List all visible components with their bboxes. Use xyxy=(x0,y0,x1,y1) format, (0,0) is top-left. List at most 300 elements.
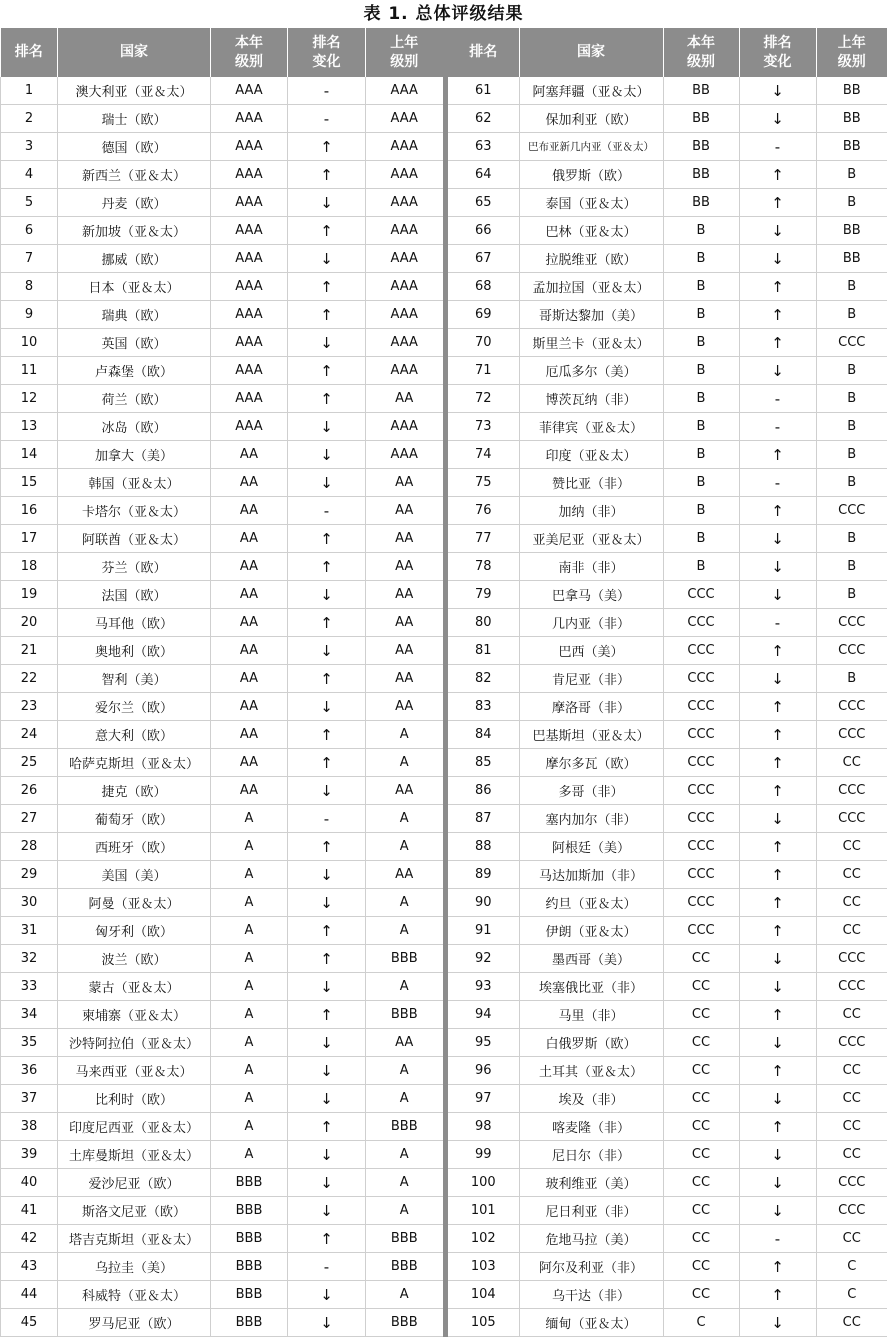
previous-rating-cell: A xyxy=(366,833,443,861)
current-rating-cell: BBB xyxy=(211,1169,288,1197)
previous-rating-cell: B xyxy=(816,385,887,413)
table-row xyxy=(448,1057,887,1085)
current-rating-cell: A xyxy=(211,1057,288,1085)
current-rating-cell: CC xyxy=(663,1253,739,1281)
rank-cell: 7 xyxy=(1,245,58,273)
country-cell: 马来西亚（亚＆太） xyxy=(58,1057,211,1085)
current-rating-cell: C xyxy=(663,1309,739,1337)
country-cell: 博茨瓦纳（非） xyxy=(519,385,663,413)
current-rating-cell: AA xyxy=(211,581,288,609)
rank-change-cell: ↓ xyxy=(739,1085,816,1113)
rank-change-cell: ↑ xyxy=(288,525,366,553)
country-cell: 意大利（欧） xyxy=(58,721,211,749)
table-row xyxy=(448,273,887,301)
table-row xyxy=(448,413,887,441)
current-rating-cell: AA xyxy=(211,525,288,553)
rank-change-cell: ↓ xyxy=(288,1197,366,1225)
country-cell: 拉脱维亚（欧） xyxy=(519,245,663,273)
header-prev-line2: 级别 xyxy=(837,53,866,70)
previous-rating-cell: CC xyxy=(816,1141,887,1169)
current-rating-cell: CC xyxy=(663,1001,739,1029)
previous-rating-cell: A xyxy=(366,1141,443,1169)
rank-change-cell: ↓ xyxy=(739,525,816,553)
previous-rating-cell: B xyxy=(816,581,887,609)
previous-rating-cell: CCC xyxy=(816,805,887,833)
rank-cell: 84 xyxy=(448,721,519,749)
rank-cell: 13 xyxy=(1,413,58,441)
header-row xyxy=(448,28,887,77)
table-row xyxy=(1,1281,443,1309)
previous-rating-cell: AA xyxy=(366,693,443,721)
country-cell: 罗马尼亚（欧） xyxy=(58,1309,211,1337)
rank-change-cell: - xyxy=(739,133,816,161)
table-row xyxy=(1,917,443,945)
current-rating-cell: BB xyxy=(663,77,739,105)
previous-rating-cell: AAA xyxy=(366,161,443,189)
country-cell: 科威特（亚＆太） xyxy=(58,1281,211,1309)
left-table-body xyxy=(1,77,443,1337)
previous-rating-cell: CC xyxy=(816,833,887,861)
country-cell: 斯里兰卡（亚＆太） xyxy=(519,329,663,357)
rank-change-cell: ↓ xyxy=(288,245,366,273)
header-country xyxy=(519,28,663,77)
rank-change-cell: ↓ xyxy=(288,441,366,469)
current-rating-cell: CC xyxy=(663,1281,739,1309)
table-row xyxy=(448,385,887,413)
table-row xyxy=(448,329,887,357)
table-row xyxy=(448,1225,887,1253)
table-row xyxy=(1,105,443,133)
current-rating-cell: AA xyxy=(211,609,288,637)
rank-change-cell: - xyxy=(288,805,366,833)
table-row xyxy=(448,833,887,861)
table-row xyxy=(1,805,443,833)
country-cell: 亚美尼亚（亚＆太） xyxy=(519,525,663,553)
country-cell: 泰国（亚＆太） xyxy=(519,189,663,217)
country-cell: 蒙古（亚＆太） xyxy=(58,973,211,1001)
rank-change-cell: - xyxy=(288,105,366,133)
current-rating-cell: CC xyxy=(663,1113,739,1141)
rank-cell: 82 xyxy=(448,665,519,693)
header-country-line1: 国家 xyxy=(577,44,605,60)
rank-cell: 2 xyxy=(1,105,58,133)
current-rating-cell: BB xyxy=(663,105,739,133)
current-rating-cell: CC xyxy=(663,1057,739,1085)
current-rating-cell: B xyxy=(663,553,739,581)
rank-cell: 69 xyxy=(448,301,519,329)
table-row xyxy=(448,497,887,525)
current-rating-cell: AAA xyxy=(211,133,288,161)
table-row xyxy=(1,469,443,497)
table-row xyxy=(1,665,443,693)
left-table xyxy=(0,28,443,1337)
rank-cell: 94 xyxy=(448,1001,519,1029)
rank-change-cell: ↑ xyxy=(739,889,816,917)
current-rating-cell: BB xyxy=(663,161,739,189)
country-cell: 缅甸（亚＆太） xyxy=(519,1309,663,1337)
rank-cell: 27 xyxy=(1,805,58,833)
table-row xyxy=(448,749,887,777)
country-cell: 荷兰（欧） xyxy=(58,385,211,413)
rank-change-cell: - xyxy=(739,385,816,413)
rank-cell: 61 xyxy=(448,77,519,105)
table-row xyxy=(1,77,443,105)
rank-cell: 12 xyxy=(1,385,58,413)
rank-cell: 97 xyxy=(448,1085,519,1113)
table-row xyxy=(1,1253,443,1281)
country-cell: 玻利维亚（美） xyxy=(519,1169,663,1197)
rank-change-cell: ↑ xyxy=(288,357,366,385)
header-cur xyxy=(211,28,288,77)
previous-rating-cell: BBB xyxy=(366,1309,443,1337)
rank-change-cell: ↑ xyxy=(739,861,816,889)
rank-cell: 38 xyxy=(1,1113,58,1141)
table-row xyxy=(448,581,887,609)
current-rating-cell: AAA xyxy=(211,189,288,217)
right-table-header xyxy=(448,28,887,77)
country-cell: 美国（美） xyxy=(58,861,211,889)
rank-cell: 76 xyxy=(448,497,519,525)
rank-change-cell: ↑ xyxy=(739,161,816,189)
table-row xyxy=(1,413,443,441)
right-table-body xyxy=(448,77,887,1337)
previous-rating-cell: AA xyxy=(366,497,443,525)
current-rating-cell: AAA xyxy=(211,77,288,105)
rank-cell: 70 xyxy=(448,329,519,357)
table-row xyxy=(1,1029,443,1057)
current-rating-cell: CC xyxy=(663,1141,739,1169)
country-cell: 斯洛文尼亚（欧） xyxy=(58,1197,211,1225)
previous-rating-cell: B xyxy=(816,357,887,385)
previous-rating-cell: CC xyxy=(816,1001,887,1029)
previous-rating-cell: AA xyxy=(366,525,443,553)
rank-change-cell: ↑ xyxy=(288,385,366,413)
rank-cell: 9 xyxy=(1,301,58,329)
previous-rating-cell: AA xyxy=(366,553,443,581)
rank-change-cell: ↑ xyxy=(739,497,816,525)
rank-cell: 31 xyxy=(1,917,58,945)
current-rating-cell: AAA xyxy=(211,105,288,133)
previous-rating-cell: CCC xyxy=(816,1169,887,1197)
header-rank-line1: 排名 xyxy=(14,44,43,60)
header-cur-line1: 本年 xyxy=(235,34,263,51)
table-row xyxy=(1,1141,443,1169)
previous-rating-cell: AA xyxy=(366,777,443,805)
country-cell: 芬兰（欧） xyxy=(58,553,211,581)
current-rating-cell: A xyxy=(211,1029,288,1057)
current-rating-cell: B xyxy=(663,273,739,301)
current-rating-cell: A xyxy=(211,945,288,973)
rank-cell: 68 xyxy=(448,273,519,301)
previous-rating-cell: BBB xyxy=(366,1253,443,1281)
rank-cell: 45 xyxy=(1,1309,58,1337)
rank-change-cell: - xyxy=(739,469,816,497)
header-cur-line1: 本年 xyxy=(687,34,715,51)
current-rating-cell: A xyxy=(211,861,288,889)
table-row xyxy=(1,1001,443,1029)
rank-change-cell: ↑ xyxy=(288,749,366,777)
previous-rating-cell: AAA xyxy=(366,245,443,273)
table-row xyxy=(1,861,443,889)
current-rating-cell: BBB xyxy=(211,1309,288,1337)
country-cell: 挪威（欧） xyxy=(58,245,211,273)
country-cell: 摩尔多瓦（欧） xyxy=(519,749,663,777)
table-row xyxy=(448,301,887,329)
previous-rating-cell: B xyxy=(816,273,887,301)
current-rating-cell: AAA xyxy=(211,217,288,245)
current-rating-cell: CC xyxy=(663,1085,739,1113)
rank-cell: 102 xyxy=(448,1225,519,1253)
rank-cell: 104 xyxy=(448,1281,519,1309)
previous-rating-cell: BBB xyxy=(366,1001,443,1029)
rank-change-cell: - xyxy=(739,413,816,441)
header-row xyxy=(1,28,443,77)
rank-cell: 32 xyxy=(1,945,58,973)
header-chg-line1: 排名 xyxy=(763,34,792,51)
previous-rating-cell: AA xyxy=(366,861,443,889)
rank-cell: 19 xyxy=(1,581,58,609)
rank-cell: 93 xyxy=(448,973,519,1001)
previous-rating-cell: CCC xyxy=(816,1197,887,1225)
current-rating-cell: AA xyxy=(211,777,288,805)
current-rating-cell: B xyxy=(663,301,739,329)
rank-cell: 18 xyxy=(1,553,58,581)
rank-change-cell: ↓ xyxy=(739,1169,816,1197)
header-prev-line2: 级别 xyxy=(390,53,419,70)
current-rating-cell: AAA xyxy=(211,413,288,441)
rank-cell: 8 xyxy=(1,273,58,301)
country-cell: 巴林（亚＆太） xyxy=(519,217,663,245)
table-row xyxy=(1,1057,443,1085)
rank-cell: 26 xyxy=(1,777,58,805)
current-rating-cell: B xyxy=(663,385,739,413)
rank-change-cell: ↓ xyxy=(288,1141,366,1169)
table-row xyxy=(448,77,887,105)
previous-rating-cell: CC xyxy=(816,1057,887,1085)
table-row xyxy=(448,665,887,693)
rank-cell: 33 xyxy=(1,973,58,1001)
rank-change-cell: ↓ xyxy=(739,105,816,133)
current-rating-cell: AA xyxy=(211,497,288,525)
table-row xyxy=(1,609,443,637)
country-cell: 马里（非） xyxy=(519,1001,663,1029)
rank-change-cell: ↓ xyxy=(288,1057,366,1085)
previous-rating-cell: CC xyxy=(816,917,887,945)
country-cell: 尼日尔（非） xyxy=(519,1141,663,1169)
previous-rating-cell: BB xyxy=(816,105,887,133)
current-rating-cell: BBB xyxy=(211,1281,288,1309)
rank-cell: 87 xyxy=(448,805,519,833)
current-rating-cell: B xyxy=(663,413,739,441)
table-row xyxy=(448,917,887,945)
current-rating-cell: A xyxy=(211,1001,288,1029)
country-cell: 马耳他（欧） xyxy=(58,609,211,637)
table-row xyxy=(448,161,887,189)
country-cell: 尼日利亚（非） xyxy=(519,1197,663,1225)
header-country-line1: 国家 xyxy=(120,44,148,60)
previous-rating-cell: A xyxy=(366,917,443,945)
country-cell: 葡萄牙（欧） xyxy=(58,805,211,833)
rank-cell: 105 xyxy=(448,1309,519,1337)
current-rating-cell: B xyxy=(663,357,739,385)
country-cell: 波兰（欧） xyxy=(58,945,211,973)
current-rating-cell: AAA xyxy=(211,357,288,385)
rank-cell: 10 xyxy=(1,329,58,357)
country-cell: 孟加拉国（亚＆太） xyxy=(519,273,663,301)
current-rating-cell: B xyxy=(663,525,739,553)
previous-rating-cell: AA xyxy=(366,637,443,665)
rank-cell: 16 xyxy=(1,497,58,525)
country-cell: 哈萨克斯坦（亚＆太） xyxy=(58,749,211,777)
rank-cell: 63 xyxy=(448,133,519,161)
table-row xyxy=(448,1169,887,1197)
previous-rating-cell: BB xyxy=(816,133,887,161)
current-rating-cell: A xyxy=(211,833,288,861)
current-rating-cell: A xyxy=(211,917,288,945)
current-rating-cell: B xyxy=(663,329,739,357)
current-rating-cell: B xyxy=(663,441,739,469)
rank-change-cell: ↑ xyxy=(739,917,816,945)
previous-rating-cell: A xyxy=(366,1057,443,1085)
current-rating-cell: A xyxy=(211,1113,288,1141)
table-row xyxy=(448,217,887,245)
country-cell: 乌干达（非） xyxy=(519,1281,663,1309)
country-cell: 卡塔尔（亚＆太） xyxy=(58,497,211,525)
previous-rating-cell: C xyxy=(816,1253,887,1281)
previous-rating-cell: A xyxy=(366,973,443,1001)
current-rating-cell: A xyxy=(211,805,288,833)
rank-cell: 37 xyxy=(1,1085,58,1113)
rank-change-cell: ↓ xyxy=(739,1197,816,1225)
country-cell: 土耳其（亚＆太） xyxy=(519,1057,663,1085)
previous-rating-cell: BB xyxy=(816,217,887,245)
country-cell: 新加坡（亚＆太） xyxy=(58,217,211,245)
rank-change-cell: - xyxy=(288,77,366,105)
rating-table xyxy=(0,28,887,1337)
rank-change-cell: ↑ xyxy=(739,833,816,861)
country-cell: 韩国（亚＆太） xyxy=(58,469,211,497)
current-rating-cell: CCC xyxy=(663,805,739,833)
country-cell: 瑞士（欧） xyxy=(58,105,211,133)
previous-rating-cell: A xyxy=(366,1197,443,1225)
previous-rating-cell: BBB xyxy=(366,1225,443,1253)
current-rating-cell: BBB xyxy=(211,1197,288,1225)
rank-cell: 86 xyxy=(448,777,519,805)
table-row xyxy=(448,525,887,553)
rank-cell: 71 xyxy=(448,357,519,385)
table-row xyxy=(448,1309,887,1337)
previous-rating-cell: CC xyxy=(816,861,887,889)
current-rating-cell: CCC xyxy=(663,917,739,945)
rank-change-cell: ↑ xyxy=(739,1057,816,1085)
previous-rating-cell: AA xyxy=(366,665,443,693)
previous-rating-cell: CC xyxy=(816,1309,887,1337)
country-cell: 乌拉圭（美） xyxy=(58,1253,211,1281)
table-row xyxy=(1,385,443,413)
current-rating-cell: CCC xyxy=(663,749,739,777)
previous-rating-cell: A xyxy=(366,721,443,749)
table-row xyxy=(1,581,443,609)
rank-change-cell: ↑ xyxy=(288,917,366,945)
rank-cell: 24 xyxy=(1,721,58,749)
rank-cell: 30 xyxy=(1,889,58,917)
country-cell: 捷克（欧） xyxy=(58,777,211,805)
country-cell: 沙特阿拉伯（亚＆太） xyxy=(58,1029,211,1057)
header-prev-line1: 上年 xyxy=(390,34,419,51)
table-row xyxy=(1,133,443,161)
country-cell: 白俄罗斯（欧） xyxy=(519,1029,663,1057)
country-cell: 埃及（非） xyxy=(519,1085,663,1113)
table-row xyxy=(448,245,887,273)
country-cell: 菲律宾（亚＆太） xyxy=(519,413,663,441)
rank-change-cell: ↓ xyxy=(288,1281,366,1309)
country-cell: 多哥（非） xyxy=(519,777,663,805)
previous-rating-cell: AAA xyxy=(366,217,443,245)
previous-rating-cell: B xyxy=(816,161,887,189)
current-rating-cell: B xyxy=(663,497,739,525)
rank-change-cell: ↓ xyxy=(739,581,816,609)
previous-rating-cell: A xyxy=(366,1085,443,1113)
rank-cell: 6 xyxy=(1,217,58,245)
rank-cell: 95 xyxy=(448,1029,519,1057)
rank-change-cell: ↓ xyxy=(288,413,366,441)
rank-change-cell: - xyxy=(288,497,366,525)
current-rating-cell: CC xyxy=(663,945,739,973)
rank-cell: 43 xyxy=(1,1253,58,1281)
current-rating-cell: CCC xyxy=(663,889,739,917)
table-row xyxy=(448,1085,887,1113)
previous-rating-cell: BB xyxy=(816,245,887,273)
rank-change-cell: ↑ xyxy=(739,189,816,217)
rank-change-cell: ↑ xyxy=(288,1225,366,1253)
previous-rating-cell: CCC xyxy=(816,497,887,525)
table-row xyxy=(1,217,443,245)
rank-change-cell: ↓ xyxy=(288,1085,366,1113)
country-cell: 丹麦（欧） xyxy=(58,189,211,217)
table-row xyxy=(1,1169,443,1197)
rank-cell: 22 xyxy=(1,665,58,693)
rank-change-cell: ↑ xyxy=(739,441,816,469)
country-cell: 澳大利亚（亚＆太） xyxy=(58,77,211,105)
previous-rating-cell: BB xyxy=(816,77,887,105)
table-row xyxy=(448,693,887,721)
rank-change-cell: ↑ xyxy=(288,945,366,973)
previous-rating-cell: A xyxy=(366,1281,443,1309)
rank-cell: 81 xyxy=(448,637,519,665)
current-rating-cell: BB xyxy=(663,189,739,217)
previous-rating-cell: A xyxy=(366,749,443,777)
rank-change-cell: ↑ xyxy=(739,777,816,805)
previous-rating-cell: AAA xyxy=(366,329,443,357)
table-row xyxy=(1,973,443,1001)
rank-cell: 90 xyxy=(448,889,519,917)
rank-cell: 103 xyxy=(448,1253,519,1281)
previous-rating-cell: CC xyxy=(816,749,887,777)
rank-change-cell: ↓ xyxy=(288,637,366,665)
country-cell: 冰岛（欧） xyxy=(58,413,211,441)
previous-rating-cell: B xyxy=(816,413,887,441)
country-cell: 英国（欧） xyxy=(58,329,211,357)
table-row xyxy=(448,1113,887,1141)
rank-change-cell: - xyxy=(739,1225,816,1253)
current-rating-cell: CCC xyxy=(663,721,739,749)
table-row xyxy=(448,1281,887,1309)
previous-rating-cell: CC xyxy=(816,1085,887,1113)
rank-cell: 14 xyxy=(1,441,58,469)
rank-cell: 77 xyxy=(448,525,519,553)
rank-cell: 44 xyxy=(1,1281,58,1309)
rank-cell: 4 xyxy=(1,161,58,189)
